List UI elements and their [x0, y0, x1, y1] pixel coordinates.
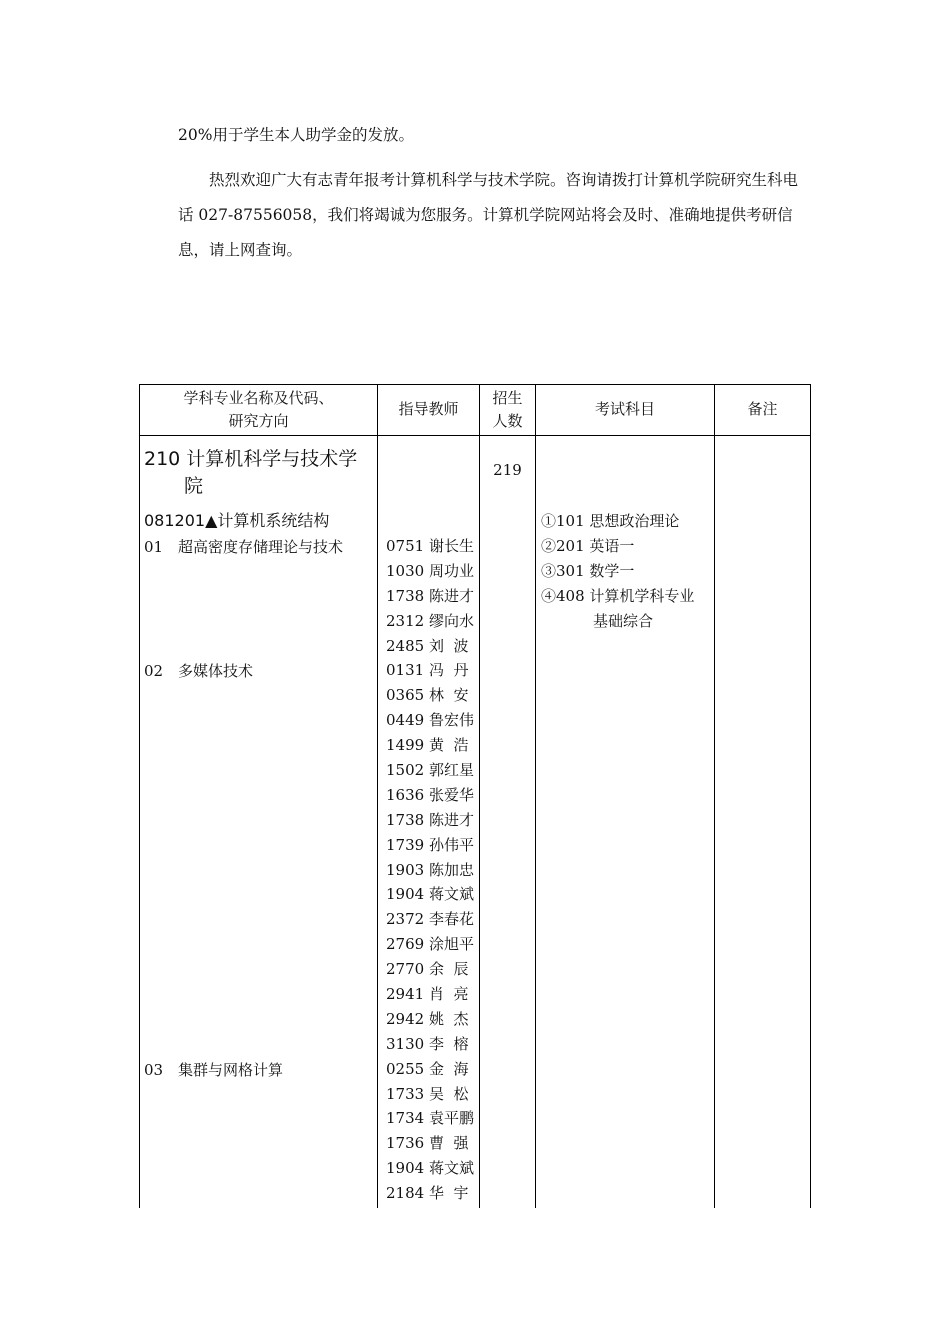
advisor-entry: 1499 黄 浩	[386, 736, 469, 755]
major-name: 081201▲计算机系统结构	[144, 511, 330, 530]
header-exam-label: 考试科目	[594, 400, 655, 418]
header-advisor-label: 指导教师	[398, 400, 459, 418]
table-col-divider	[714, 384, 715, 1208]
header-remark	[715, 384, 810, 435]
exam-subject: ①101 思想政治理论	[541, 512, 680, 530]
direction-code: 03	[144, 1061, 164, 1079]
advisor-entry: 1736 曹 强	[386, 1134, 469, 1153]
college-name-line1: 210 计算机科学与技术学	[144, 448, 358, 470]
exam-subject: ②201 英语一	[541, 537, 635, 555]
advisor-entry: 0365 林 安	[386, 686, 469, 705]
intro-paragraph-1: 20%用于学生本人助学金的发放。	[178, 126, 414, 144]
advisor-entry: 0751 谢长生	[386, 537, 474, 555]
header-exam	[536, 384, 714, 435]
header-advisor	[378, 384, 479, 435]
advisor-entry: 2770 余 辰	[386, 960, 469, 979]
advisor-entry: 1738 陈进才	[386, 586, 474, 605]
advisor-entry: 1733 吴 松	[386, 1084, 469, 1103]
header-enroll-line2: 人数	[492, 411, 523, 430]
advisor-entry: 2312 缪向水	[386, 611, 474, 630]
advisor-entry: 1904 蒋文斌	[386, 1159, 474, 1178]
advisor-entry: 1734 袁平鹏	[386, 1109, 474, 1128]
advisor-entry: 2184 华 宇	[386, 1184, 469, 1203]
direction-item	[144, 1058, 283, 1082]
advisor-entry: 1904 蒋文斌	[386, 885, 474, 904]
table-col-divider	[479, 384, 480, 1208]
direction-code: 01	[144, 538, 164, 556]
advisor-entry: 0255 金 海	[386, 1059, 469, 1078]
advisor-entry: 3130 李 榕	[386, 1034, 469, 1053]
table-header-divider	[139, 435, 811, 436]
header-subject	[140, 384, 377, 435]
advisor-entry: 2485 刘 波	[386, 636, 469, 655]
advisor-entry: 2941 肖 亮	[386, 985, 469, 1004]
advisor-entry: 1030 周功业	[386, 561, 474, 580]
advisor-entry: 1903 陈加忠	[386, 860, 474, 879]
direction-item	[144, 535, 343, 559]
advisor-list	[386, 534, 472, 1206]
table-col-divider	[377, 384, 378, 1208]
advisor-entry: 1738 陈进才	[386, 810, 474, 829]
exam-subject: ③301 数学一	[541, 562, 635, 580]
advisor-entry: 1739 孙伟平	[386, 835, 474, 854]
admission-table	[139, 384, 811, 1208]
header-remark-label: 备注	[747, 400, 778, 418]
advisor-entry: 0131 冯 丹	[386, 661, 469, 680]
header-subject-line1: 学科专业名称及代码、	[183, 388, 334, 407]
exam-subject: ④408 计算机学科专业	[541, 587, 695, 605]
advisor-entry: 0449 鲁宏伟	[386, 711, 474, 730]
direction-item	[144, 659, 253, 683]
college-name	[144, 446, 357, 500]
exam-subject-continuation: 基础综合	[593, 612, 654, 630]
advisor-entry: 1636 张爱华	[386, 785, 474, 804]
intro-paragraph-2: 热烈欢迎广大有志青年报考计算机科学与技术学院。咨询请拨打计算机学院研究生科电话 027-87556058，我们将竭诚为您服务。计算机学院网站将会及时、准确地提供考研信息，请上网查询。	[178, 171, 799, 259]
exam-subject-list	[541, 509, 694, 634]
header-subject-line2: 研究方向	[228, 411, 289, 430]
college-enroll-count: 219	[493, 461, 522, 479]
advisor-entry: 2942 姚 杰	[386, 1009, 469, 1028]
direction-name: 集群与网格计算	[178, 1061, 284, 1079]
header-enroll	[480, 384, 535, 435]
table-border-right	[810, 384, 811, 1208]
direction-name: 多媒体技术	[178, 662, 254, 680]
advisor-entry: 2769 涂旭平	[386, 935, 474, 954]
direction-name: 超高密度存储理论与技术	[178, 538, 344, 556]
advisor-entry: 1502 郭红星	[386, 761, 474, 780]
header-enroll-line1: 招生	[492, 388, 523, 407]
direction-code: 02	[144, 662, 164, 680]
table-border-left	[139, 384, 140, 1208]
table-col-divider	[535, 384, 536, 1208]
college-name-line2: 院	[184, 475, 204, 497]
advisor-entry: 2372 李春花	[386, 910, 474, 929]
